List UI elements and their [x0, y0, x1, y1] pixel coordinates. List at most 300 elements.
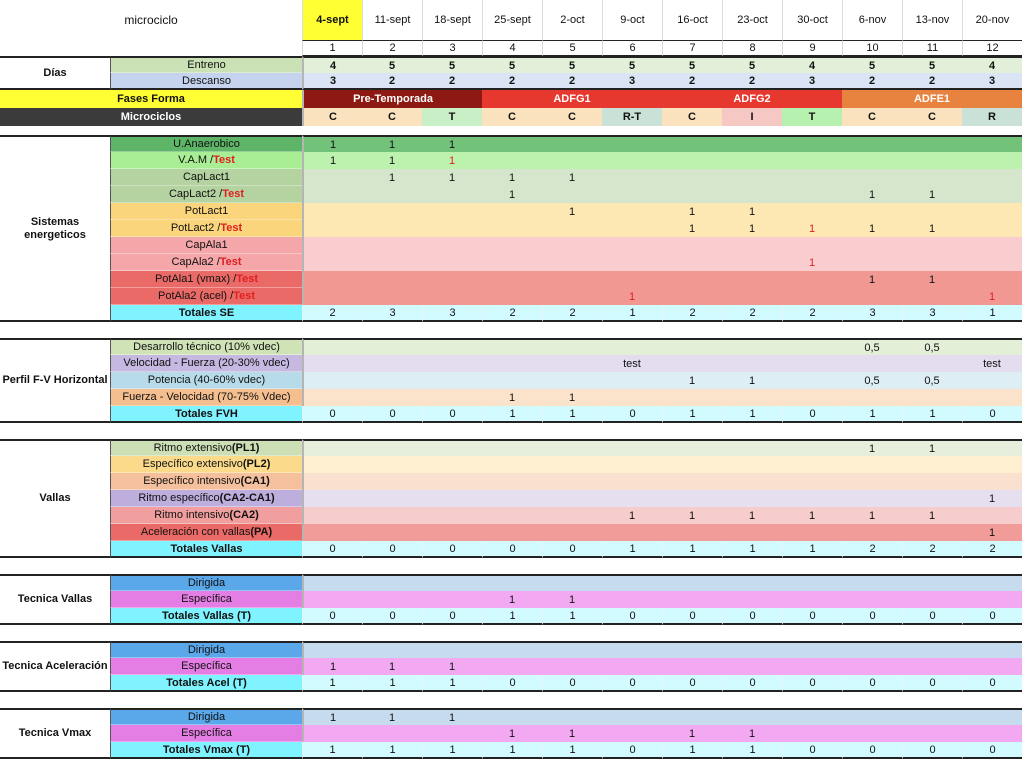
data-cell[interactable]	[302, 456, 362, 473]
data-cell[interactable]	[302, 507, 362, 524]
data-cell[interactable]	[302, 237, 362, 254]
data-cell[interactable]	[962, 473, 1022, 490]
data-cell[interactable]: 1	[362, 658, 422, 675]
data-cell[interactable]	[362, 288, 422, 305]
data-cell[interactable]	[842, 135, 902, 152]
data-cell[interactable]	[782, 439, 842, 456]
descanso-cell[interactable]: 3	[602, 73, 662, 90]
data-cell[interactable]: 1	[542, 169, 602, 186]
data-cell[interactable]: 1	[842, 271, 902, 288]
data-cell[interactable]	[722, 473, 782, 490]
data-cell[interactable]	[782, 169, 842, 186]
data-cell[interactable]	[302, 591, 362, 608]
data-cell[interactable]: 1	[902, 271, 962, 288]
phase-adfe1[interactable]: ADFE1	[842, 90, 1022, 108]
data-cell[interactable]	[302, 220, 362, 237]
data-cell[interactable]: 1	[422, 658, 482, 675]
data-cell[interactable]	[722, 439, 782, 456]
data-cell[interactable]: 1	[422, 708, 482, 725]
data-cell[interactable]	[482, 456, 542, 473]
totals-cell[interactable]: 1	[482, 406, 542, 423]
data-cell[interactable]	[422, 507, 482, 524]
totals-cell[interactable]: 1	[722, 742, 782, 759]
data-cell[interactable]	[602, 203, 662, 220]
date-header-11[interactable]: 13-nov	[902, 0, 962, 40]
data-cell[interactable]	[602, 456, 662, 473]
data-cell[interactable]	[842, 389, 902, 406]
totals-cell[interactable]: 2	[722, 305, 782, 322]
totals-cell[interactable]: 1	[482, 608, 542, 625]
descanso-cell[interactable]: 3	[302, 73, 362, 90]
totals-cell[interactable]: 2	[962, 541, 1022, 558]
totals-cell[interactable]: 0	[482, 541, 542, 558]
data-cell[interactable]	[662, 708, 722, 725]
data-cell[interactable]	[422, 439, 482, 456]
data-cell[interactable]	[422, 338, 482, 355]
data-cell[interactable]: 1	[422, 135, 482, 152]
data-cell[interactable]	[962, 254, 1022, 271]
totals-cell[interactable]: 1	[542, 608, 602, 625]
data-cell[interactable]	[662, 169, 722, 186]
data-cell[interactable]	[842, 490, 902, 507]
data-cell[interactable]	[842, 574, 902, 591]
phase-pre-temporada[interactable]: Pre-Temporada	[302, 90, 482, 108]
totals-cell[interactable]: 0	[902, 608, 962, 625]
data-cell[interactable]	[302, 490, 362, 507]
totals-cell[interactable]: 1	[842, 406, 902, 423]
totals-cell[interactable]: 1	[542, 406, 602, 423]
data-cell[interactable]	[722, 271, 782, 288]
data-cell[interactable]: 1	[902, 507, 962, 524]
data-cell[interactable]	[962, 591, 1022, 608]
data-cell[interactable]	[482, 288, 542, 305]
data-cell[interactable]	[962, 338, 1022, 355]
data-cell[interactable]	[722, 169, 782, 186]
microciclo-12[interactable]: R	[962, 108, 1022, 126]
data-cell[interactable]	[422, 456, 482, 473]
data-cell[interactable]	[842, 203, 902, 220]
data-cell[interactable]	[662, 456, 722, 473]
data-cell[interactable]: 1	[662, 507, 722, 524]
data-cell[interactable]	[602, 152, 662, 169]
data-cell[interactable]	[902, 490, 962, 507]
data-cell[interactable]	[902, 169, 962, 186]
data-cell[interactable]	[422, 237, 482, 254]
data-cell[interactable]	[542, 456, 602, 473]
data-cell[interactable]	[302, 288, 362, 305]
data-cell[interactable]	[362, 338, 422, 355]
data-cell[interactable]	[662, 186, 722, 203]
descanso-cell[interactable]: 2	[362, 73, 422, 90]
data-cell[interactable]	[422, 203, 482, 220]
descanso-cell[interactable]: 2	[842, 73, 902, 90]
data-cell[interactable]	[902, 641, 962, 658]
data-cell[interactable]	[602, 271, 662, 288]
data-cell[interactable]: 1	[542, 389, 602, 406]
data-cell[interactable]	[362, 355, 422, 372]
data-cell[interactable]	[722, 490, 782, 507]
data-cell[interactable]: 1	[422, 152, 482, 169]
data-cell[interactable]: 1	[302, 658, 362, 675]
data-cell[interactable]	[602, 574, 662, 591]
week-number[interactable]: 10	[842, 40, 902, 56]
data-cell[interactable]	[842, 237, 902, 254]
data-cell[interactable]	[962, 641, 1022, 658]
entreno-cell[interactable]: 5	[602, 56, 662, 73]
data-cell[interactable]: test	[602, 355, 662, 372]
totals-cell[interactable]: 0	[962, 406, 1022, 423]
totals-cell[interactable]: 2	[842, 541, 902, 558]
data-cell[interactable]	[962, 574, 1022, 591]
data-cell[interactable]	[962, 708, 1022, 725]
data-cell[interactable]	[902, 203, 962, 220]
data-cell[interactable]	[482, 135, 542, 152]
data-cell[interactable]: 1	[602, 288, 662, 305]
data-cell[interactable]	[782, 186, 842, 203]
data-cell[interactable]	[782, 237, 842, 254]
totals-cell[interactable]: 0	[362, 608, 422, 625]
date-header-2[interactable]: 11-sept	[362, 0, 422, 40]
data-cell[interactable]	[842, 456, 902, 473]
data-cell[interactable]	[722, 591, 782, 608]
totals-cell[interactable]: 1	[542, 742, 602, 759]
entreno-cell[interactable]: 4	[782, 56, 842, 73]
data-cell[interactable]	[482, 254, 542, 271]
totals-cell[interactable]: 0	[542, 675, 602, 692]
data-cell[interactable]	[962, 186, 1022, 203]
data-cell[interactable]	[722, 524, 782, 541]
totals-cell[interactable]: 1	[362, 742, 422, 759]
data-cell[interactable]	[542, 220, 602, 237]
data-cell[interactable]	[902, 591, 962, 608]
data-cell[interactable]	[602, 135, 662, 152]
totals-cell[interactable]: 0	[722, 608, 782, 625]
data-cell[interactable]	[902, 524, 962, 541]
data-cell[interactable]	[782, 708, 842, 725]
data-cell[interactable]	[782, 338, 842, 355]
data-cell[interactable]	[602, 641, 662, 658]
totals-cell[interactable]: 1	[782, 541, 842, 558]
data-cell[interactable]	[962, 271, 1022, 288]
data-cell[interactable]	[722, 658, 782, 675]
data-cell[interactable]	[602, 439, 662, 456]
data-cell[interactable]	[782, 473, 842, 490]
data-cell[interactable]	[542, 338, 602, 355]
data-cell[interactable]	[542, 708, 602, 725]
descanso-cell[interactable]: 2	[722, 73, 782, 90]
data-cell[interactable]: 1	[782, 220, 842, 237]
data-cell[interactable]	[662, 152, 722, 169]
data-cell[interactable]	[602, 490, 662, 507]
data-cell[interactable]: 1	[482, 591, 542, 608]
data-cell[interactable]	[602, 237, 662, 254]
data-cell[interactable]: 1	[482, 186, 542, 203]
data-cell[interactable]	[962, 456, 1022, 473]
data-cell[interactable]	[962, 389, 1022, 406]
descanso-cell[interactable]: 2	[482, 73, 542, 90]
descanso-cell[interactable]: 3	[962, 73, 1022, 90]
data-cell[interactable]	[662, 574, 722, 591]
totals-cell[interactable]: 1	[602, 305, 662, 322]
data-cell[interactable]: 1	[602, 507, 662, 524]
microciclo-7[interactable]: C	[662, 108, 722, 126]
date-header-8[interactable]: 23-oct	[722, 0, 782, 40]
data-cell[interactable]	[962, 203, 1022, 220]
data-cell[interactable]	[602, 658, 662, 675]
totals-cell[interactable]: 1	[302, 742, 362, 759]
data-cell[interactable]: 1	[842, 186, 902, 203]
entreno-cell[interactable]: 4	[962, 56, 1022, 73]
data-cell[interactable]: 1	[422, 169, 482, 186]
data-cell[interactable]	[902, 725, 962, 742]
data-cell[interactable]	[602, 338, 662, 355]
data-cell[interactable]	[842, 152, 902, 169]
data-cell[interactable]	[902, 152, 962, 169]
totals-cell[interactable]: 1	[422, 742, 482, 759]
totals-cell[interactable]: 0	[662, 608, 722, 625]
date-header-3[interactable]: 18-sept	[422, 0, 482, 40]
data-cell[interactable]	[422, 355, 482, 372]
totals-cell[interactable]: 1	[962, 305, 1022, 322]
data-cell[interactable]	[302, 203, 362, 220]
data-cell[interactable]	[902, 658, 962, 675]
data-cell[interactable]	[362, 456, 422, 473]
data-cell[interactable]	[962, 152, 1022, 169]
data-cell[interactable]	[362, 641, 422, 658]
microciclo-3[interactable]: T	[422, 108, 482, 126]
totals-cell[interactable]: 0	[482, 675, 542, 692]
totals-cell[interactable]: 0	[422, 608, 482, 625]
data-cell[interactable]	[782, 591, 842, 608]
data-cell[interactable]	[362, 372, 422, 389]
totals-cell[interactable]: 2	[782, 305, 842, 322]
totals-cell[interactable]: 1	[302, 675, 362, 692]
data-cell[interactable]: 1	[362, 169, 422, 186]
data-cell[interactable]	[662, 473, 722, 490]
data-cell[interactable]	[542, 135, 602, 152]
data-cell[interactable]	[362, 574, 422, 591]
data-cell[interactable]	[422, 641, 482, 658]
data-cell[interactable]	[662, 658, 722, 675]
data-cell[interactable]	[782, 524, 842, 541]
data-cell[interactable]	[842, 169, 902, 186]
data-cell[interactable]	[722, 237, 782, 254]
totals-cell[interactable]: 1	[482, 742, 542, 759]
data-cell[interactable]	[482, 439, 542, 456]
data-cell[interactable]	[722, 338, 782, 355]
data-cell[interactable]	[482, 658, 542, 675]
data-cell[interactable]	[302, 271, 362, 288]
data-cell[interactable]	[782, 389, 842, 406]
data-cell[interactable]	[602, 591, 662, 608]
totals-cell[interactable]: 1	[422, 675, 482, 692]
data-cell[interactable]	[362, 725, 422, 742]
data-cell[interactable]	[482, 507, 542, 524]
totals-cell[interactable]: 0	[782, 608, 842, 625]
data-cell[interactable]	[362, 439, 422, 456]
data-cell[interactable]: 1	[362, 152, 422, 169]
totals-cell[interactable]: 3	[902, 305, 962, 322]
microciclo-10[interactable]: C	[842, 108, 902, 126]
data-cell[interactable]	[302, 725, 362, 742]
totals-cell[interactable]: 0	[302, 406, 362, 423]
microciclo-8[interactable]: I	[722, 108, 782, 126]
microciclo-4[interactable]: C	[482, 108, 542, 126]
data-cell[interactable]: 1	[302, 135, 362, 152]
microciclo-9[interactable]: T	[782, 108, 842, 126]
totals-cell[interactable]: 0	[302, 608, 362, 625]
data-cell[interactable]: 1	[782, 254, 842, 271]
data-cell[interactable]	[482, 641, 542, 658]
data-cell[interactable]	[902, 473, 962, 490]
data-cell[interactable]	[962, 169, 1022, 186]
data-cell[interactable]	[362, 271, 422, 288]
totals-cell[interactable]: 0	[782, 406, 842, 423]
data-cell[interactable]: 1	[842, 507, 902, 524]
microciclo-2[interactable]: C	[362, 108, 422, 126]
totals-cell[interactable]: 2	[482, 305, 542, 322]
microciclo-5[interactable]: C	[542, 108, 602, 126]
data-cell[interactable]	[362, 237, 422, 254]
data-cell[interactable]	[482, 473, 542, 490]
data-cell[interactable]	[662, 490, 722, 507]
microciclo-6[interactable]: R-T	[602, 108, 662, 126]
data-cell[interactable]	[542, 254, 602, 271]
week-number[interactable]: 11	[902, 40, 962, 56]
totals-cell[interactable]: 1	[902, 406, 962, 423]
data-cell[interactable]	[302, 355, 362, 372]
totals-cell[interactable]: 2	[662, 305, 722, 322]
data-cell[interactable]	[542, 473, 602, 490]
data-cell[interactable]	[842, 591, 902, 608]
data-cell[interactable]: 1	[302, 708, 362, 725]
data-cell[interactable]	[422, 372, 482, 389]
data-cell[interactable]: 1	[782, 507, 842, 524]
data-cell[interactable]	[542, 490, 602, 507]
data-cell[interactable]	[842, 658, 902, 675]
data-cell[interactable]	[482, 372, 542, 389]
data-cell[interactable]: 1	[482, 169, 542, 186]
date-header-7[interactable]: 16-oct	[662, 0, 722, 40]
microciclo-1[interactable]: C	[302, 108, 362, 126]
totals-cell[interactable]: 2	[302, 305, 362, 322]
data-cell[interactable]	[962, 372, 1022, 389]
data-cell[interactable]	[782, 372, 842, 389]
totals-cell[interactable]: 1	[662, 541, 722, 558]
week-number[interactable]: 2	[362, 40, 422, 56]
data-cell[interactable]	[962, 220, 1022, 237]
data-cell[interactable]	[362, 203, 422, 220]
phase-adfg1[interactable]: ADFG1	[482, 90, 662, 108]
data-cell[interactable]	[302, 473, 362, 490]
totals-cell[interactable]: 1	[602, 541, 662, 558]
data-cell[interactable]	[842, 641, 902, 658]
data-cell[interactable]	[842, 708, 902, 725]
data-cell[interactable]	[362, 220, 422, 237]
data-cell[interactable]: 1	[302, 152, 362, 169]
data-cell[interactable]	[602, 389, 662, 406]
data-cell[interactable]	[422, 271, 482, 288]
totals-cell[interactable]: 0	[842, 675, 902, 692]
data-cell[interactable]: 1	[722, 725, 782, 742]
data-cell[interactable]	[302, 254, 362, 271]
data-cell[interactable]	[542, 152, 602, 169]
totals-cell[interactable]: 3	[842, 305, 902, 322]
data-cell[interactable]	[302, 338, 362, 355]
data-cell[interactable]	[482, 237, 542, 254]
date-header-10[interactable]: 6-nov	[842, 0, 902, 40]
data-cell[interactable]	[302, 641, 362, 658]
data-cell[interactable]: 1	[842, 220, 902, 237]
data-cell[interactable]	[722, 708, 782, 725]
data-cell[interactable]	[602, 725, 662, 742]
data-cell[interactable]	[602, 169, 662, 186]
data-cell[interactable]: 1	[962, 524, 1022, 541]
entreno-cell[interactable]: 5	[422, 56, 482, 73]
data-cell[interactable]	[422, 574, 482, 591]
data-cell[interactable]	[782, 288, 842, 305]
totals-cell[interactable]: 0	[542, 541, 602, 558]
totals-cell[interactable]: 2	[542, 305, 602, 322]
data-cell[interactable]	[602, 220, 662, 237]
data-cell[interactable]: 0,5	[842, 372, 902, 389]
data-cell[interactable]	[842, 288, 902, 305]
totals-cell[interactable]: 1	[722, 406, 782, 423]
data-cell[interactable]	[722, 456, 782, 473]
data-cell[interactable]	[302, 186, 362, 203]
totals-cell[interactable]: 0	[782, 675, 842, 692]
data-cell[interactable]	[662, 237, 722, 254]
data-cell[interactable]	[422, 254, 482, 271]
data-cell[interactable]: 1	[362, 135, 422, 152]
data-cell[interactable]	[902, 237, 962, 254]
data-cell[interactable]: 1	[902, 186, 962, 203]
data-cell[interactable]	[782, 355, 842, 372]
totals-cell[interactable]: 0	[362, 541, 422, 558]
data-cell[interactable]	[422, 524, 482, 541]
data-cell[interactable]: 1	[962, 490, 1022, 507]
week-number[interactable]: 6	[602, 40, 662, 56]
data-cell[interactable]	[842, 254, 902, 271]
totals-cell[interactable]: 0	[302, 541, 362, 558]
data-cell[interactable]	[302, 439, 362, 456]
data-cell[interactable]	[602, 186, 662, 203]
data-cell[interactable]	[962, 135, 1022, 152]
data-cell[interactable]	[722, 135, 782, 152]
data-cell[interactable]	[482, 220, 542, 237]
totals-cell[interactable]: 0	[722, 675, 782, 692]
date-header-12[interactable]: 20-nov	[962, 0, 1022, 40]
data-cell[interactable]	[302, 574, 362, 591]
data-cell[interactable]	[662, 288, 722, 305]
descanso-cell[interactable]: 3	[782, 73, 842, 90]
week-number[interactable]: 4	[482, 40, 542, 56]
totals-cell[interactable]: 0	[362, 406, 422, 423]
data-cell[interactable]	[542, 507, 602, 524]
data-cell[interactable]	[422, 591, 482, 608]
data-cell[interactable]	[602, 372, 662, 389]
date-header-1[interactable]: 4-sept	[302, 0, 362, 40]
data-cell[interactable]	[782, 725, 842, 742]
data-cell[interactable]: 1	[482, 725, 542, 742]
descanso-cell[interactable]: 2	[542, 73, 602, 90]
data-cell[interactable]	[482, 490, 542, 507]
data-cell[interactable]: 1	[662, 203, 722, 220]
totals-cell[interactable]: 0	[662, 675, 722, 692]
data-cell[interactable]	[482, 338, 542, 355]
data-cell[interactable]	[542, 288, 602, 305]
data-cell[interactable]	[842, 473, 902, 490]
